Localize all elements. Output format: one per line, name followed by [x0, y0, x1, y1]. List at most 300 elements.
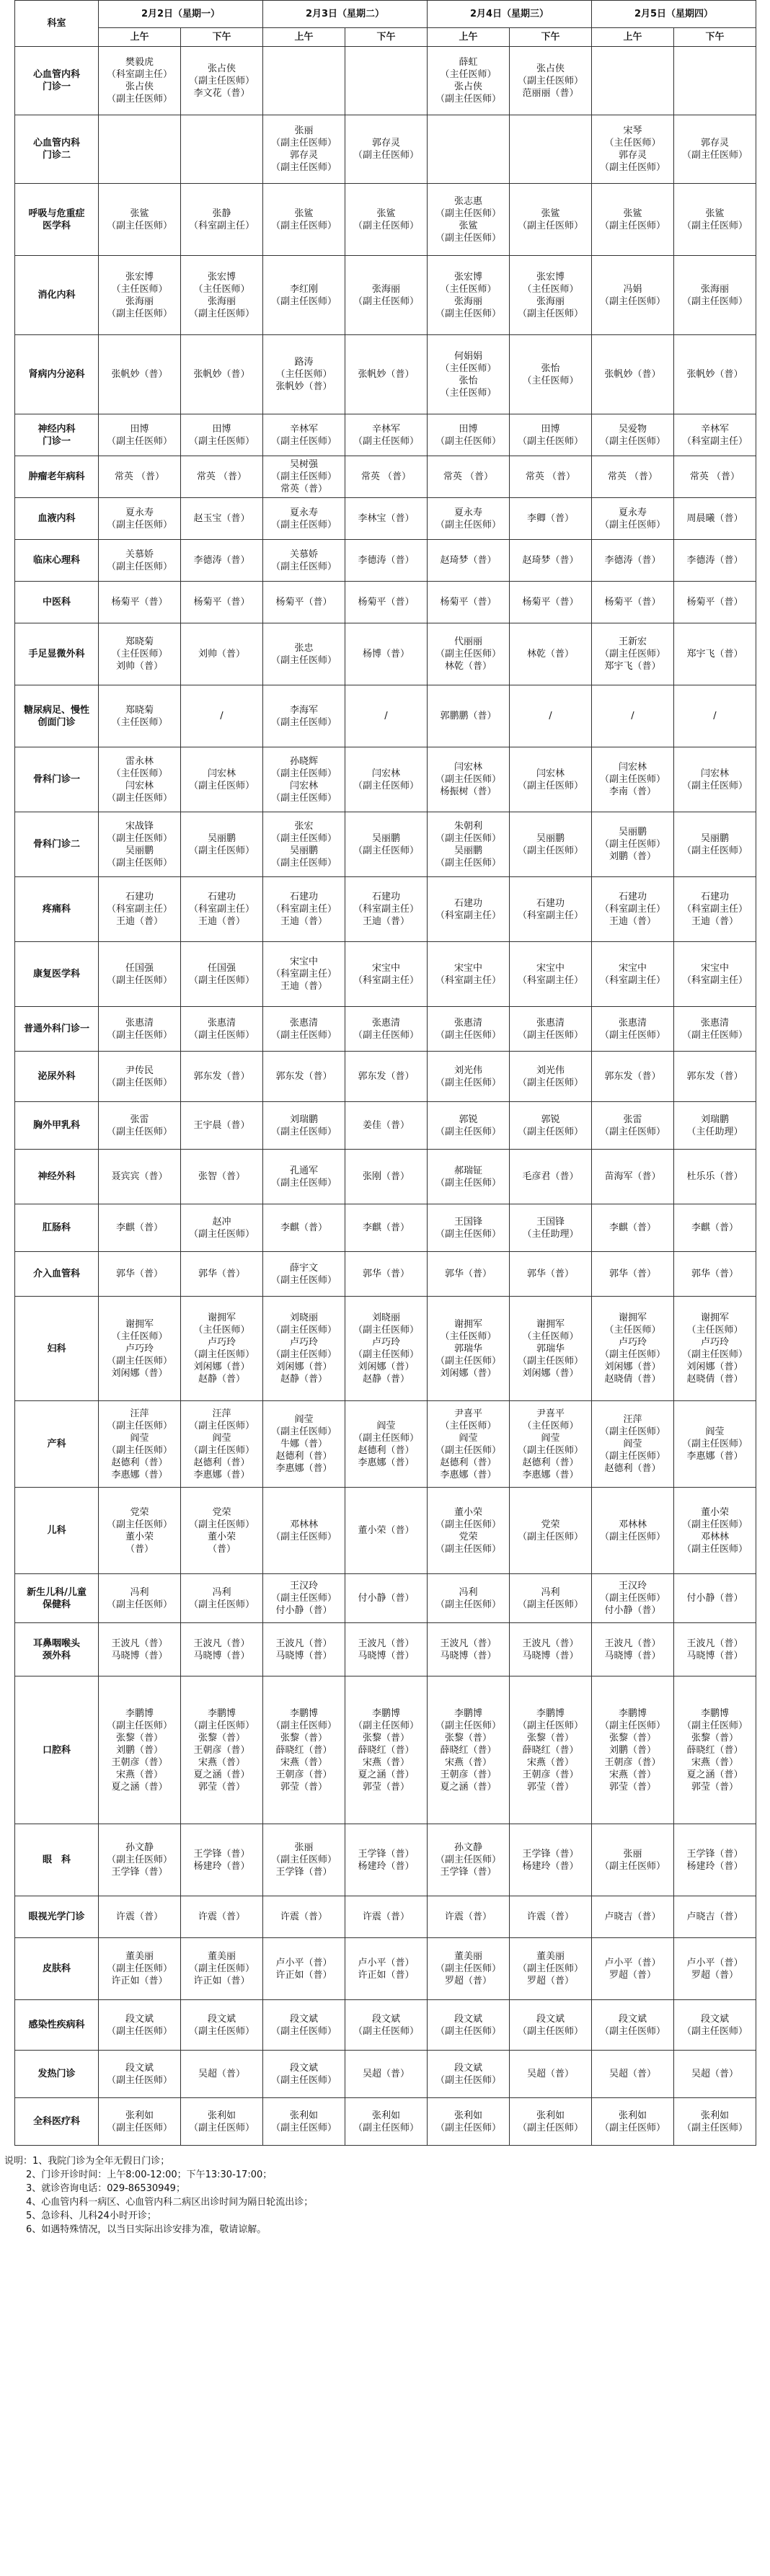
schedule-cell — [99, 1623, 181, 1676]
schedule-cell — [674, 1676, 756, 1824]
doctor-line: （副主任医师） — [188, 1029, 255, 1041]
doctor-line: 李惠娜（普） — [522, 1469, 579, 1480]
table-row — [15, 1488, 756, 1574]
doctor-line: （科室副主任） — [435, 910, 501, 921]
doctor-line: 张鲨 — [294, 208, 314, 219]
schedule-cell — [510, 1824, 592, 1896]
doctor-line: 吴超（普） — [691, 2069, 738, 2079]
doctor-line: （副主任医师） — [681, 1543, 748, 1555]
schedule-cell — [99, 1007, 181, 1052]
doctor-line: 宋燕（普） — [609, 1769, 656, 1780]
doctor-line: 郭瑞华 — [453, 1343, 482, 1354]
doctor-line: （副主任医师） — [188, 75, 255, 86]
doctor-line: 尹喜平 — [536, 1408, 565, 1419]
schedule-cell — [510, 1007, 592, 1052]
doctor-line: 李南（普） — [609, 786, 656, 797]
doctor-line: 李惠娜（普） — [358, 1457, 415, 1468]
schedule-cell — [345, 540, 428, 582]
schedule-cell — [99, 1574, 181, 1623]
dept-name-line: 新生儿科/儿童 — [27, 1586, 87, 1598]
schedule-cell — [592, 623, 674, 685]
schedule-cell — [674, 582, 756, 623]
doctor-line: 张利如 — [618, 2110, 647, 2121]
schedule-cell — [674, 414, 756, 456]
doctor-line: （主任医师） — [522, 1331, 579, 1342]
schedule-cell — [181, 184, 263, 256]
schedule-cell — [99, 2051, 181, 2098]
doctor-line: （副主任医师） — [353, 780, 419, 791]
schedule-cell — [263, 1102, 345, 1150]
schedule-cell — [510, 335, 592, 414]
doctor-line: 张黎（普） — [280, 1732, 327, 1744]
schedule-cell — [99, 1150, 181, 1204]
doctor-line: 许震（普） — [115, 1911, 163, 1922]
schedule-cell — [99, 747, 181, 812]
doctor-line: 张鲨 — [623, 208, 642, 219]
schedule-cell — [345, 623, 428, 685]
schedule-cell — [592, 456, 674, 498]
schedule-cell — [181, 942, 263, 1007]
doctor-line: 常英 （普） — [689, 471, 740, 482]
schedule-cell — [99, 115, 181, 184]
schedule-cell — [99, 582, 181, 623]
dept-name — [15, 456, 99, 498]
dept-name — [15, 2098, 99, 2146]
doctor-line: 吴树强 — [289, 459, 318, 470]
doctor-line: （主任医师） — [111, 716, 168, 728]
schedule-cell — [345, 1574, 428, 1623]
schedule-cell — [99, 1204, 181, 1252]
doctor-line: 杜乐乐（普） — [686, 1171, 743, 1182]
doctor-line: 卢巧玲 — [207, 1337, 236, 1348]
doctor-line: （副主任医师） — [517, 220, 583, 231]
doctor-line: （副主任医师） — [270, 857, 337, 869]
doctor-line: 赵德利（普） — [193, 1457, 250, 1468]
schedule-cell — [674, 115, 756, 184]
doctor-line: 董美丽 — [207, 1951, 236, 1962]
dept-name-line: 感染性疾病科 — [28, 2020, 85, 2030]
doctor-line: （主任医师） — [111, 768, 168, 779]
doctor-line: 卢晓吉（普） — [686, 1911, 743, 1922]
dept-name-line: 产科 — [47, 1439, 66, 1449]
doctor-line: （副主任医师） — [353, 845, 419, 856]
doctor-line: 董美丽 — [536, 1951, 565, 1962]
table-row — [15, 942, 756, 1007]
doctor-line: 田博 — [459, 423, 478, 435]
doctor-line: （副主任医师） — [106, 2025, 172, 2037]
doctor-line: 宋燕（普） — [362, 1756, 410, 1768]
doctor-line: 杨菊平（普） — [686, 597, 743, 608]
table-row — [15, 1623, 756, 1676]
doctor-line: （主任助理） — [522, 1228, 579, 1240]
doctor-line: 郭莹（普） — [198, 1781, 245, 1793]
schedule-cell — [345, 1252, 428, 1297]
schedule-cell — [592, 942, 674, 1007]
schedule-cell — [181, 1676, 263, 1824]
doctor-line: （副主任医师） — [270, 138, 337, 148]
schedule-cell — [428, 1252, 510, 1297]
doctor-line: 代丽丽 — [453, 636, 482, 647]
table-row — [15, 1007, 756, 1052]
doctor-line: 闫宏林 — [289, 780, 318, 791]
schedule-cell — [510, 2000, 592, 2051]
table-row — [15, 747, 756, 812]
doctor-line: （副主任医师） — [435, 435, 501, 447]
doctor-line: 党荣 — [541, 1519, 560, 1530]
doctor-line: 罗超（普） — [691, 1969, 738, 1981]
doctor-line: 马晓博（普） — [604, 1650, 661, 1661]
header-pm: 下午 — [510, 28, 592, 47]
doctor-line: 许震（普） — [280, 1911, 327, 1922]
doctor-line: （副主任医师） — [188, 1420, 255, 1431]
schedule-cell — [674, 1102, 756, 1150]
doctor-line: （副主任医师） — [188, 1963, 255, 1974]
dept-name-line: 眼 科 — [42, 1855, 71, 1865]
doctor-line: （副主任医师） — [435, 1855, 501, 1865]
doctor-line: 尹喜平 — [453, 1408, 482, 1419]
schedule-cell — [181, 747, 263, 812]
doctor-line: （副主任医师） — [435, 1228, 501, 1240]
dept-name — [15, 1297, 99, 1401]
doctor-line: 赵琦梦（普） — [522, 555, 579, 566]
schedule-cell — [510, 1574, 592, 1623]
doctor-line: 王学锋（普） — [275, 1867, 332, 1878]
doctor-line: 张丽 — [623, 1848, 642, 1860]
doctor-line: 张海丽 — [371, 283, 400, 295]
table-row — [15, 2098, 756, 2146]
schedule-cell — [428, 1488, 510, 1574]
dept-name-line: 发热门诊 — [37, 2069, 76, 2079]
schedule-cell — [510, 942, 592, 1007]
doctor-line: 李惠娜（普） — [440, 1469, 497, 1480]
schedule-cell — [345, 2051, 428, 2098]
doctor-line: 刘闲娜（普） — [193, 1362, 250, 1372]
doctor-line: 谢拥军 — [453, 1318, 482, 1330]
doctor-line: 王新宏 — [618, 636, 647, 647]
doctor-line: （副主任医师） — [106, 1855, 172, 1865]
schedule-cell — [345, 2098, 428, 2146]
doctor-line: （主任医师） — [440, 1420, 497, 1431]
schedule-cell — [428, 1574, 510, 1623]
doctor-line: 刘帅（普） — [115, 661, 163, 672]
schedule-cell — [263, 414, 345, 456]
schedule-cell — [99, 1938, 181, 2000]
doctor-line: 王汉玲 — [618, 1581, 647, 1591]
doctor-line: 党荣 — [459, 1531, 478, 1542]
table-row — [15, 115, 756, 184]
table-row — [15, 540, 756, 582]
schedule-cell — [510, 256, 592, 335]
doctor-line: 张海丽 — [453, 296, 482, 307]
schedule-cell — [263, 115, 345, 184]
doctor-line: （副主任医师） — [517, 308, 583, 319]
dept-name-line: 手足显微外科 — [28, 649, 85, 659]
schedule-cell — [345, 335, 428, 414]
schedule-cell — [510, 1297, 592, 1401]
note-line: 4、心血管内科一病区、心血管内科二病区出诊时间为隔日轮流出诊； — [26, 2197, 314, 2208]
schedule-cell — [674, 2098, 756, 2146]
schedule-cell — [181, 335, 263, 414]
doctor-line: 张怡 — [541, 363, 560, 374]
doctor-line: 李鹏博 — [453, 1707, 482, 1719]
doctor-line: 段文斌 — [453, 2013, 482, 2025]
doctor-line: （副主任医师） — [599, 1426, 665, 1437]
doctor-line: 郭东发（普） — [358, 1071, 415, 1082]
doctor-line: 常英（普） — [280, 484, 327, 494]
doctor-line: 许正如（普） — [111, 1976, 168, 1986]
doctor-line: （副主任医师） — [270, 768, 337, 779]
schedule-cell — [99, 812, 181, 877]
schedule-cell — [674, 623, 756, 685]
schedule-cell — [181, 2000, 263, 2051]
doctor-line: 卢小平（普） — [275, 1957, 332, 1968]
schedule-cell — [510, 47, 592, 115]
table-row — [15, 1252, 756, 1297]
schedule-cell — [510, 115, 592, 184]
schedule-cell — [99, 685, 181, 747]
doctor-line: 吴丽鹏 — [536, 832, 565, 844]
doctor-line: （副主任医师） — [599, 1860, 665, 1872]
schedule-cell — [99, 184, 181, 256]
doctor-line: 李德涛（普） — [193, 555, 250, 566]
doctor-line: 宋宝中 — [618, 962, 647, 974]
header-day-2: 2月3日（星期二） — [263, 1, 428, 28]
doctor-line: 李德涛（普） — [358, 555, 415, 566]
doctor-line: （主任医师） — [111, 649, 168, 659]
doctor-line: （副主任医师） — [681, 2122, 748, 2133]
doctor-line: （副主任医师） — [435, 1963, 501, 1974]
dept-name — [15, 623, 99, 685]
schedule-cell — [674, 877, 756, 942]
doctor-line: （主任医师） — [604, 1325, 661, 1336]
schedule-cell — [345, 942, 428, 1007]
doctor-line: 许正如（普） — [193, 1976, 250, 1986]
schedule-cell — [428, 498, 510, 540]
doctor-line: （副主任医师） — [106, 1444, 172, 1456]
doctor-line: 阎莹 — [294, 1414, 314, 1425]
doctor-line: 罗超（普） — [526, 1976, 574, 1986]
schedule-cell — [592, 685, 674, 747]
doctor-line: （副主任医师） — [681, 780, 748, 791]
dept-name-line: 肛肠科 — [42, 1222, 71, 1233]
doctor-line: 张黎（普） — [444, 1732, 492, 1744]
schedule-cell — [263, 47, 345, 115]
schedule-cell — [99, 1488, 181, 1574]
doctor-line: 何娟娟 — [453, 350, 482, 362]
doctor-line: 石建功 — [536, 897, 565, 909]
doctor-line: （副主任医师） — [435, 2122, 501, 2133]
schedule-cell — [510, 540, 592, 582]
dept-name-line: 神经内科 — [37, 423, 76, 435]
doctor-line: 李惠娜（普） — [275, 1463, 332, 1474]
doctor-line: 郑宇飞（普） — [686, 649, 743, 659]
doctor-line: 付小静（普） — [275, 1605, 332, 1616]
schedule-cell — [510, 623, 592, 685]
doctor-line: 段文斌 — [536, 2013, 565, 2025]
doctor-line: 马晓博（普） — [358, 1650, 415, 1661]
doctor-line: 郭莹（普） — [609, 1781, 656, 1793]
doctor-line: 辛林军 — [289, 423, 318, 435]
doctor-line: （副主任医师） — [106, 1355, 172, 1367]
doctor-line: 张黎（普） — [691, 1732, 738, 1744]
doctor-line: （副主任医师） — [270, 1531, 337, 1542]
table-row — [15, 812, 756, 877]
schedule-cell — [345, 1150, 428, 1204]
dept-name-line: 全科医疗科 — [32, 2116, 80, 2127]
doctor-line: （副主任医师） — [270, 1029, 337, 1041]
doctor-line: 常英 （普） — [360, 471, 412, 482]
doctor-line: （副主任医师） — [353, 220, 419, 231]
doctor-line: 聂宾宾（普） — [111, 1171, 168, 1182]
doctor-line: 张丽 — [294, 125, 314, 136]
doctor-line: 石建功 — [289, 892, 318, 902]
doctor-line: 赵德利（普） — [522, 1457, 579, 1468]
dept-name — [15, 1204, 99, 1252]
doctor-line: 吴丽鹏 — [618, 827, 647, 838]
doctor-line: 张鲨 — [541, 208, 560, 219]
doctor-line: 卢巧玲 — [371, 1337, 400, 1348]
schedule-cell — [674, 1204, 756, 1252]
dept-name-line: 口腔科 — [42, 1744, 71, 1756]
doctor-line: 王学锋（普） — [358, 1848, 415, 1860]
doctor-line: （副主任医师） — [353, 1720, 419, 1731]
notes — [4, 2154, 761, 2237]
schedule-cell — [510, 1896, 592, 1938]
schedule-cell — [674, 942, 756, 1007]
schedule-cell — [592, 540, 674, 582]
doctor-line: 张惠清 — [125, 1017, 154, 1029]
doctor-line: 夏之涵（普） — [193, 1769, 250, 1780]
schedule-cell — [345, 1052, 428, 1102]
doctor-line: 郑宇飞（普） — [604, 661, 661, 672]
schedule-cell — [428, 1896, 510, 1938]
doctor-line: 郭华（普） — [526, 1269, 574, 1279]
doctor-line: 段文斌 — [618, 2013, 647, 2025]
doctor-line: 毛彦君（普） — [522, 1171, 579, 1182]
dept-name — [15, 812, 99, 877]
doctor-line: （副主任医师） — [681, 1439, 748, 1449]
doctor-line: 李德涛（普） — [604, 555, 661, 566]
doctor-line: （副主任医师） — [270, 1720, 337, 1731]
doctor-line: （副主任医师） — [517, 1599, 583, 1610]
doctor-line: 宋宝中 — [371, 962, 400, 974]
doctor-line: 宋宝中 — [453, 962, 482, 974]
doctor-line: （副主任医师） — [106, 519, 172, 530]
schedule-cell — [263, 1401, 345, 1488]
doctor-line: 卢巧玲 — [700, 1337, 729, 1348]
doctor-line: （副主任医师） — [106, 1599, 172, 1610]
doctor-line: （副主任医师） — [435, 94, 501, 105]
doctor-line: （科室副主任） — [681, 435, 748, 447]
schedule-cell — [510, 877, 592, 942]
doctor-line: 郭东发（普） — [193, 1071, 250, 1082]
doctor-line: 赵静（普） — [280, 1374, 327, 1385]
doctor-line: （副主任医师） — [270, 1426, 337, 1437]
doctor-line: 赵冲 — [212, 1216, 231, 1227]
schedule-cell — [592, 47, 674, 115]
schedule-cell — [345, 1824, 428, 1896]
schedule-cell — [263, 1297, 345, 1401]
schedule-cell — [510, 1676, 592, 1824]
doctor-line: （副主任医师） — [517, 780, 583, 791]
dept-name — [15, 1896, 99, 1938]
doctor-line: 张占侠 — [536, 63, 565, 74]
schedule-cell — [345, 115, 428, 184]
doctor-line: 李麒（普） — [280, 1222, 327, 1233]
doctor-line: 许震（普） — [362, 1911, 410, 1922]
schedule-cell — [345, 1102, 428, 1150]
dept-name-line: 糖尿病足、慢性 — [23, 704, 89, 716]
doctor-line: 王波凡（普） — [686, 1638, 743, 1649]
doctor-line: 赵德利（普） — [111, 1457, 168, 1468]
schedule-cell — [428, 1401, 510, 1488]
dept-name-line: 消化内科 — [37, 290, 76, 301]
doctor-line: 夏之涵（普） — [111, 1781, 168, 1793]
schedule-cell — [345, 1297, 428, 1401]
doctor-line: 张利如 — [700, 2110, 729, 2121]
doctor-line: （主任助理） — [686, 1126, 743, 1137]
doctor-line: （副主任医师） — [435, 857, 501, 869]
schedule-cell — [592, 256, 674, 335]
doctor-line: 张黎（普） — [362, 1732, 410, 1744]
doctor-line: （副主任医师） — [353, 435, 419, 447]
doctor-line: 刘瑞鹏 — [700, 1114, 729, 1125]
doctor-line: 郭华（普） — [609, 1269, 656, 1279]
dept-name-line: 门诊一 — [42, 435, 71, 447]
doctor-line: 李海军 — [289, 704, 318, 716]
doctor-line: （副主任医师） — [188, 435, 255, 447]
doctor-line: 刘光伟 — [453, 1065, 482, 1076]
doctor-line: 郭存灵 — [371, 138, 400, 148]
doctor-line: 谢拥军 — [125, 1318, 154, 1330]
schedule-cell — [510, 1102, 592, 1150]
doctor-line: 夏之涵（普） — [440, 1781, 497, 1793]
schedule-cell — [592, 1052, 674, 1102]
doctor-line: 刘闲娜（普） — [686, 1362, 743, 1372]
doctor-line: 张黎（普） — [115, 1732, 163, 1744]
doctor-line: 卢小平（普） — [604, 1957, 661, 1968]
schedule-cell — [263, 540, 345, 582]
doctor-line: 李文花（普） — [193, 87, 250, 99]
doctor-line: 常英 （普） — [196, 471, 247, 482]
doctor-line: （副主任医师） — [599, 519, 665, 530]
doctor-line: 赵静（普） — [362, 1374, 410, 1385]
doctor-line: 李鹏博 — [618, 1707, 647, 1719]
dept-name — [15, 877, 99, 942]
schedule-cell — [428, 1297, 510, 1401]
schedule-cell — [263, 184, 345, 256]
doctor-line: 杨菊平（普） — [193, 597, 250, 608]
doctor-line: 薛晓红（普） — [440, 1744, 497, 1756]
doctor-line: 王朝彦（普） — [440, 1769, 497, 1780]
doctor-line: 段文斌 — [207, 2013, 236, 2025]
doctor-line: （主任医师） — [522, 1420, 579, 1431]
schedule-cell — [428, 115, 510, 184]
schedule-cell — [99, 1401, 181, 1488]
doctor-line: （主任医师） — [440, 283, 497, 295]
schedule-cell — [428, 540, 510, 582]
doctor-line: 王波凡（普） — [193, 1638, 250, 1649]
table-row — [15, 877, 756, 942]
doctor-line: （副主任医师） — [517, 845, 583, 856]
note-line: 6、如遇特殊情况，以当日实际出诊安排为准，敬请谅解。 — [26, 2224, 267, 2235]
doctor-line: （科室副主任） — [517, 974, 583, 986]
doctor-line: 阎莹 — [623, 1439, 642, 1449]
doctor-line: 王朝彦（普） — [604, 1756, 661, 1768]
dept-name — [15, 1938, 99, 2000]
doctor-line: （副主任医师） — [106, 1963, 172, 1974]
doctor-line: 董小荣 — [700, 1506, 729, 1518]
